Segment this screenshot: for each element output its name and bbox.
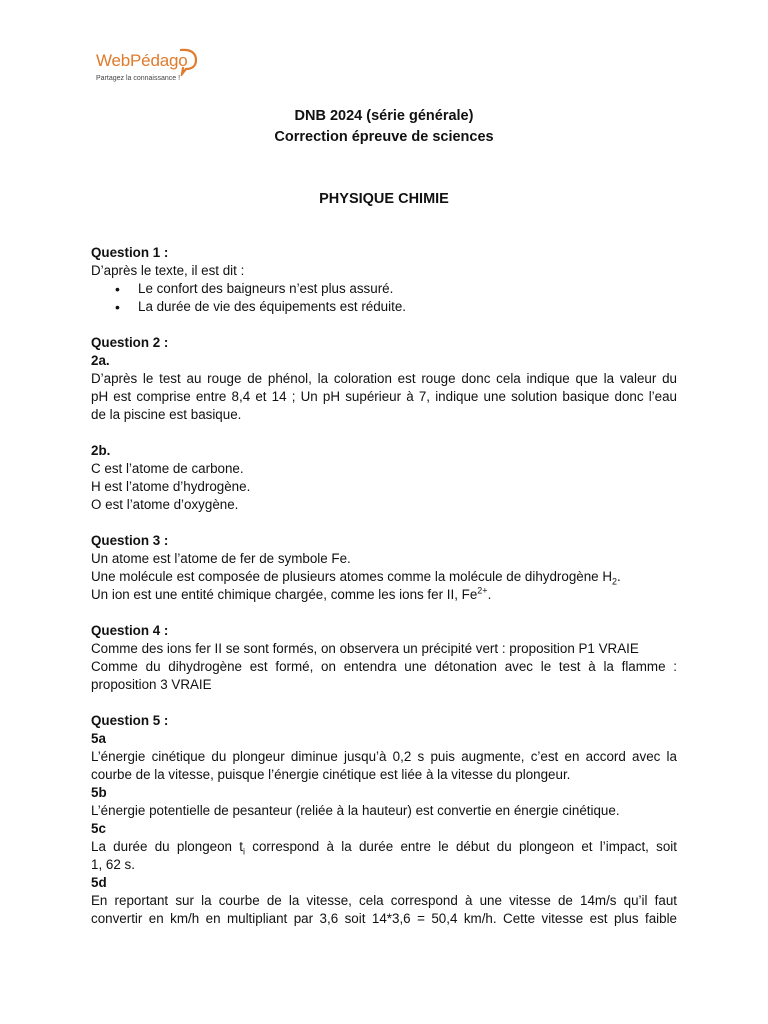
list-item: • La durée de vie des équipements est réduite.	[138, 298, 677, 316]
paragraph-line	[91, 568, 677, 586]
question-1-heading: Question 1 :	[91, 245, 169, 260]
paragraph-line: Un atome est l’atome de fer de symbole Fe.	[91, 551, 351, 566]
document-body	[91, 244, 677, 928]
paragraph-line: L’énergie cinétique du plongeur diminue jusqu’à 0,2 s puis augmente, c’est en accord avec la	[91, 749, 677, 764]
document-title: DNB 2024 (série générale)	[294, 108, 474, 124]
text-span: La durée du plongeon t	[91, 839, 243, 854]
question-4-heading: Question 4 :	[91, 623, 169, 638]
text-span: Un ion est une entité chimique chargée, comme les ions fer II, Fe	[91, 587, 478, 602]
question-2b-label: 2b.	[91, 443, 111, 458]
question-2a-label: 2a.	[91, 353, 110, 368]
text-span: Une molécule est composée de plusieurs atomes comme la molécule de dihydrogène H	[91, 569, 613, 584]
superscript: 2+	[477, 585, 488, 596]
subscript: 2	[612, 576, 618, 587]
paragraph-line: C est l’atome de carbone.	[91, 461, 244, 476]
paragraph-line: L’énergie potentielle de pesanteur (reliée à la hauteur) est convertie en énergie cinétique.	[91, 803, 620, 818]
paragraph-line: Comme du dihydrogène est formé, on entendra une détonation avec le test à la flamme :	[91, 659, 677, 674]
paragraph-line: courbe de la vitesse, puisque l’énergie cinétique est liée à la vitesse du plongeur.	[91, 767, 571, 782]
logo-wordmark: WebPédago	[96, 51, 188, 70]
paragraph-line	[91, 838, 677, 856]
question-5b-label: 5b	[91, 785, 107, 800]
text-span: .	[617, 569, 621, 584]
question-5-heading: Question 5 :	[91, 713, 169, 728]
paragraph-line: de la piscine est basique.	[91, 407, 242, 422]
paragraph-line: O est l’atome d’oxygène.	[91, 497, 239, 512]
paragraph-line: Comme des ions fer II se sont formés, on observera un précipité vert : proposition P1 VRAIE	[91, 641, 639, 656]
paragraph-line: D’après le test au rouge de phénol, la coloration est rouge donc cela indique que la valeur du	[91, 371, 677, 386]
question-3-heading: Question 3 :	[91, 533, 169, 548]
question-1-intro: D’après le texte, il est dit :	[91, 263, 245, 278]
text-span: correspond à la durée entre le début du plongeon et l’impact, soit	[244, 839, 677, 854]
paragraph-line: En reportant sur la courbe de la vitesse, cela correspond à une vitesse de 14m/s qu’il faut	[91, 893, 677, 908]
paragraph-line: convertir en km/h en multipliant par 3,6 soit 14*3,6 = 50,4 km/h. Cette vitesse est plus faible	[91, 911, 677, 926]
paragraph-line	[91, 586, 677, 604]
paragraph-line: proposition 3 VRAIE	[91, 677, 212, 692]
question-5a-label: 5a	[91, 731, 106, 746]
webpedago-logo	[92, 48, 202, 88]
subscript: i	[242, 846, 245, 857]
list-item: • Le confort des baigneurs n’est plus assuré.	[138, 280, 677, 298]
paragraph-line: H est l’atome d’hydrogène.	[91, 479, 251, 494]
question-5d-label: 5d	[91, 875, 107, 890]
question-1-list	[91, 280, 677, 316]
document-subtitle: Correction épreuve de sciences	[274, 129, 494, 145]
paragraph-line: pH est comprise entre 8,4 et 14 ; Un pH supérieur à 7, indique une solution basique donc l’eau	[91, 389, 677, 404]
text-span: .	[487, 587, 492, 602]
speech-bubble-icon	[178, 48, 198, 76]
paragraph-line: 1, 62 s.	[91, 857, 135, 872]
question-2-heading: Question 2 :	[91, 335, 169, 350]
logo-tagline: Partagez la connaissance !	[96, 75, 181, 82]
section-title: PHYSIQUE CHIMIE	[319, 191, 449, 207]
question-5c-label: 5c	[91, 821, 106, 836]
